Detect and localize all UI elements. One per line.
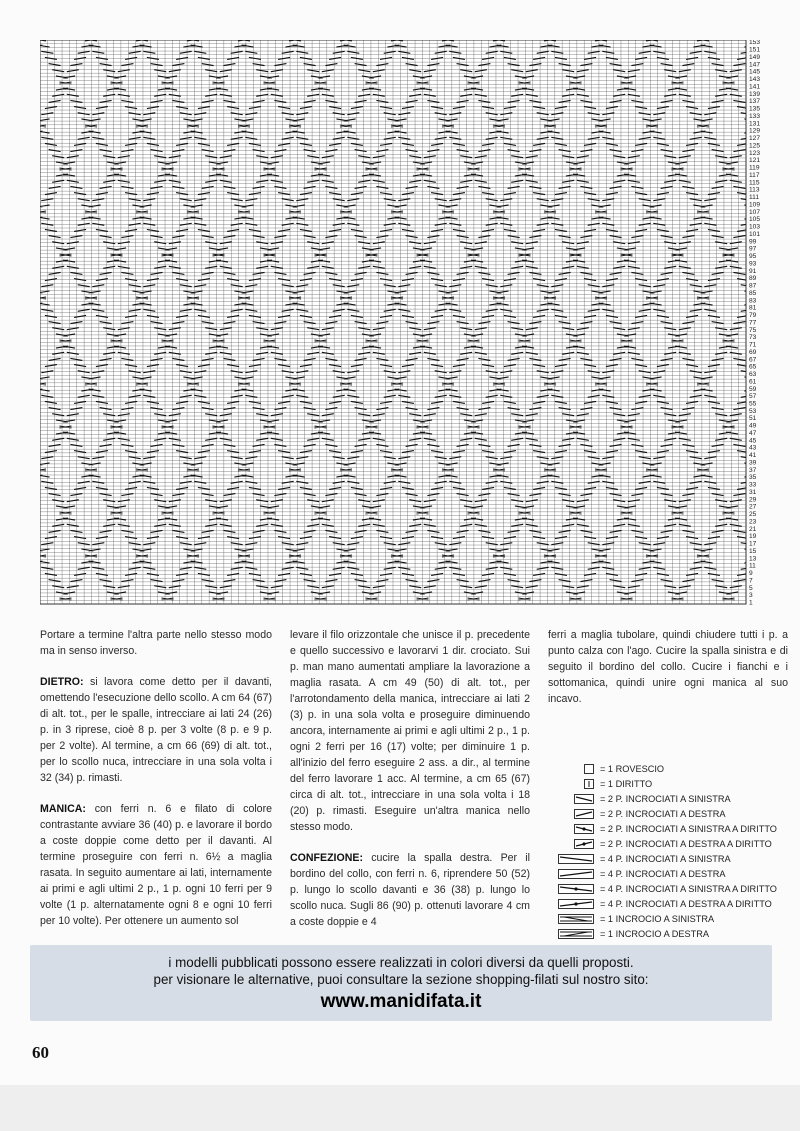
chart-row-label: 67 — [749, 356, 757, 364]
chart-row-label: 13 — [749, 555, 757, 563]
cable-right-icon — [558, 929, 594, 939]
chart-row-label: 89 — [749, 275, 757, 283]
chart-row-label: 61 — [749, 378, 757, 386]
chart-row-label: 53 — [749, 407, 757, 415]
chart-row-label: 7 — [749, 577, 753, 585]
chart-row-label: 101 — [749, 230, 761, 238]
legend-label: = 1 INCROCIO A DESTRA — [600, 928, 710, 939]
chart-row-label: 105 — [749, 216, 761, 224]
chart-row-label: 91 — [749, 267, 757, 275]
chart-row-label: 17 — [749, 540, 757, 548]
confezione-paragraph — [290, 850, 530, 930]
chart-row-label: 41 — [749, 452, 757, 460]
chart-row-label: 77 — [749, 319, 757, 327]
chart-row-label: 135 — [749, 105, 761, 113]
chart-row-label: 1 — [749, 599, 753, 606]
chart-row-label: 83 — [749, 297, 757, 305]
chart-row-label: 139 — [749, 90, 761, 98]
cross-left-4-dot-icon — [558, 884, 594, 894]
chart-row-label: 133 — [749, 113, 761, 120]
page-bottom-strip — [0, 1085, 800, 1131]
legend-label: = 1 DIRITTO — [600, 778, 653, 789]
chart-row-label: 137 — [749, 98, 761, 106]
chart-row-label: 43 — [749, 444, 757, 452]
chart-row-label: 125 — [749, 142, 761, 150]
symbol-legend — [558, 761, 798, 941]
chart-row-label: 37 — [749, 466, 757, 474]
legend-item — [558, 926, 798, 941]
legend-label: = 4 P. INCROCIATI A SINISTRA A DIRITTO — [600, 883, 777, 894]
chart-row-label: 121 — [749, 157, 761, 165]
legend-label: = 4 P. INCROCIATI A SINISTRA — [600, 853, 731, 864]
chart-row-label: 95 — [749, 253, 757, 260]
chart-row-label: 35 — [749, 474, 757, 482]
chart-row-label: 75 — [749, 326, 757, 334]
cable-left-icon — [558, 914, 594, 924]
chart-row-label: 127 — [749, 135, 761, 143]
confezione-heading: CONFEZIONE: — [290, 852, 363, 864]
chart-row-label: 5 — [749, 584, 753, 592]
chart-row-label: 81 — [749, 304, 757, 312]
banner-line-1: i modelli pubblicati possono essere realizzati in colori diversi da quelli proposti. — [168, 955, 634, 970]
chart-row-label: 27 — [749, 503, 757, 511]
chart-row-label: 73 — [749, 334, 757, 342]
text-column-1 — [40, 627, 272, 944]
legend-label: = 2 P. INCROCIATI A DESTRA A DIRITTO — [600, 838, 772, 849]
chart-row-label: 71 — [749, 341, 757, 349]
chart-row-label: 49 — [749, 422, 757, 430]
chart-row-label: 119 — [749, 164, 760, 172]
legend-label: = 4 P. INCROCIATI A DESTRA A DIRITTO — [600, 898, 772, 909]
chart-row-label: 113 — [749, 186, 760, 194]
chart-row-label: 45 — [749, 437, 757, 445]
banner-line-2: per visionare le alternative, puoi consultare la sezione shopping-filati sul nostro sito: — [153, 972, 649, 987]
legend-label: = 4 P. INCROCIATI A DESTRA — [600, 868, 726, 879]
legend-item — [558, 836, 798, 851]
dietro-heading: DIETRO: — [40, 676, 84, 688]
chart-row-label: 143 — [749, 76, 761, 84]
cross-right-2-icon — [558, 809, 594, 819]
chart-row-label: 21 — [749, 525, 757, 533]
chart-row-label: 129 — [749, 127, 761, 135]
chart-row-label: 3 — [749, 592, 753, 600]
chart-row-label: 15 — [749, 547, 757, 555]
cross-left-4-icon — [558, 854, 594, 864]
chart-row-label: 47 — [749, 430, 757, 437]
chart-row-label: 117 — [749, 171, 760, 179]
chart-row-label: 69 — [749, 348, 757, 356]
legend-item — [558, 821, 798, 836]
chart-row-label: 107 — [749, 208, 761, 216]
chart-row-label: 99 — [749, 238, 757, 246]
chart-row-label: 141 — [749, 83, 761, 91]
dietro-paragraph — [40, 674, 272, 786]
legend-item — [558, 851, 798, 866]
chart-row-label: 63 — [749, 371, 757, 378]
cross-left-2-dot-icon — [558, 824, 594, 834]
legend-label: = 2 P. INCROCIATI A SINISTRA — [600, 793, 731, 804]
chart-row-label: 109 — [749, 201, 761, 209]
chart-row-label: 33 — [749, 481, 757, 489]
page-number: 60 — [32, 1043, 49, 1062]
chart-row-label: 11 — [749, 562, 756, 570]
chart-row-label: 103 — [749, 223, 761, 231]
legend-item — [558, 881, 798, 896]
cross-right-2-dot-icon — [558, 839, 594, 849]
cross-left-2-icon — [558, 794, 594, 804]
manica-heading: MANICA: — [40, 803, 86, 815]
manica-paragraph — [40, 801, 272, 929]
empty-square-icon — [558, 764, 594, 774]
chart-row-label: 149 — [749, 54, 761, 61]
legend-item — [558, 896, 798, 911]
text-column-2 — [290, 627, 530, 945]
chart-row-label: 51 — [749, 415, 757, 423]
confezione-body: cucire la spalla destra. Per il bordino del collo, con ferri n. 6, riprendere 50 (52) p. lungo lo scollo davanti e 36 (38) p. lungo lo scollo nuca. Sugli 86 (90) p. ottenuti lavorare 4 cm a coste doppie e 4 — [290, 852, 530, 928]
chart-row-label: 85 — [749, 289, 757, 297]
chart-row-label: 65 — [749, 363, 757, 371]
intro-paragraph: Portare a termine l'altra parte nello stesso modo ma in senso inverso. — [40, 629, 272, 657]
chart-row-label: 87 — [749, 282, 757, 290]
chart-row-label: 93 — [749, 260, 757, 268]
legend-item — [558, 866, 798, 881]
chart-row-label: 29 — [749, 496, 757, 504]
chart-row-label: 57 — [749, 393, 757, 401]
chart-row-label: 55 — [749, 400, 757, 408]
chart-row-label: 145 — [749, 68, 761, 76]
legend-item — [558, 806, 798, 821]
chart-row-label: 111 — [749, 194, 760, 202]
manica-continued-paragraph: levare il filo orizzontale che unisce il p. precedente e quello successivo e lavorarvi 1 dir. crociato. Sui p. man mano aumentati ampliare la lavorazione a maglia rasata. A cm 49 (50) di alt. tot., per l'arrotondamento della manica, intrecciare ai lati 2 (3) p. in una sola volta e proseguire diminuendo ancora, internamente ai primi e agli ultimi 2 p., 1 p. ogni 2 ferri per 16 (17) volte; per diminuire 1 p. all'inizio del ferro eseguire 2 ass. a dir., al termine del ferro lavorare 1 acc. Al termine, a cm 65 (67) circa di alt. tot., intrecciare in una sola volta i 18 (20) p. rimasti. Eseguire un'altra manica nello stesso modo. — [290, 629, 530, 833]
manica-body: con ferri n. 6 e filato di colore contrastante avviare 36 (40) p. e lavorare il bordo a coste doppie come detto per il davanti. Al termine proseguire con ferri n. 6½ a maglia rasata. In seguito aumentare ai lati, internamente ai primi e agli ultimi 2 p., 1 p. ogni 10 ferri per 9 volte (1 p. alternatamente ogni 8 e ogni 10 ferri per 10 volte). Per ottenere un aumento sol — [40, 803, 272, 927]
chart-row-label: 39 — [749, 459, 757, 467]
chart-row-label: 23 — [749, 518, 757, 526]
chart-row-label: 9 — [749, 570, 753, 578]
legend-label: = 2 P. INCROCIATI A SINISTRA A DIRITTO — [600, 823, 777, 834]
info-banner — [30, 945, 772, 1021]
cross-right-4-dot-icon — [558, 899, 594, 909]
chart-row-label: 147 — [749, 61, 761, 69]
banner-url[interactable]: www.manidifata.it — [320, 991, 482, 1012]
chart-row-label: 79 — [749, 312, 757, 319]
legend-item — [558, 791, 798, 806]
chart-row-label: 123 — [749, 149, 761, 157]
vertical-bar-square-icon — [558, 779, 594, 789]
chart-row-label: 97 — [749, 245, 757, 253]
chart-row-label: 31 — [749, 489, 757, 496]
chart-row-label: 131 — [749, 120, 761, 128]
chart-row-labels — [749, 40, 760, 606]
chart-row-label: 25 — [749, 511, 757, 519]
chart-row-label: 115 — [749, 179, 760, 187]
legend-item — [558, 761, 798, 776]
legend-item — [558, 776, 798, 791]
chart-row-label: 151 — [749, 46, 761, 54]
legend-item — [558, 911, 798, 926]
cross-right-4-icon — [558, 869, 594, 879]
confezione-continued-paragraph: ferri a maglia tubolare, quindi chiudere tutti i p. a punto calza con l'ago. Cucire la spalla sinistra e di seguito il bordino del collo. Cucire i fianchi e i sottomanica, quindi unire ogni manica al suo incavo. — [548, 629, 788, 705]
legend-label: = 1 ROVESCIO — [600, 763, 665, 774]
legend-label: = 1 INCROCIO A SINISTRA — [600, 913, 715, 924]
chart-row-label: 153 — [749, 40, 761, 47]
knitting-chart — [40, 40, 770, 606]
chart-row-label: 59 — [749, 385, 757, 393]
dietro-body: si lavora come detto per il davanti, omettendo l'esecuzione dello scollo. A cm 64 (67) di alt. tot., per le spalle, intrecciare ai lati 24 (26) p. in 3 riprese, cioè 8 p. per 3 volte (8 p. e 9 p. per 2 volte). Al termine, a cm 66 (69) di alt. tot., per lo scollo nuca, intrecciare in una sola volta i 32 (34) p. rimasti. — [40, 676, 272, 784]
legend-label: = 2 P. INCROCIATI A DESTRA — [600, 808, 726, 819]
chart-row-label: 19 — [749, 533, 757, 541]
text-column-3 — [548, 627, 788, 722]
